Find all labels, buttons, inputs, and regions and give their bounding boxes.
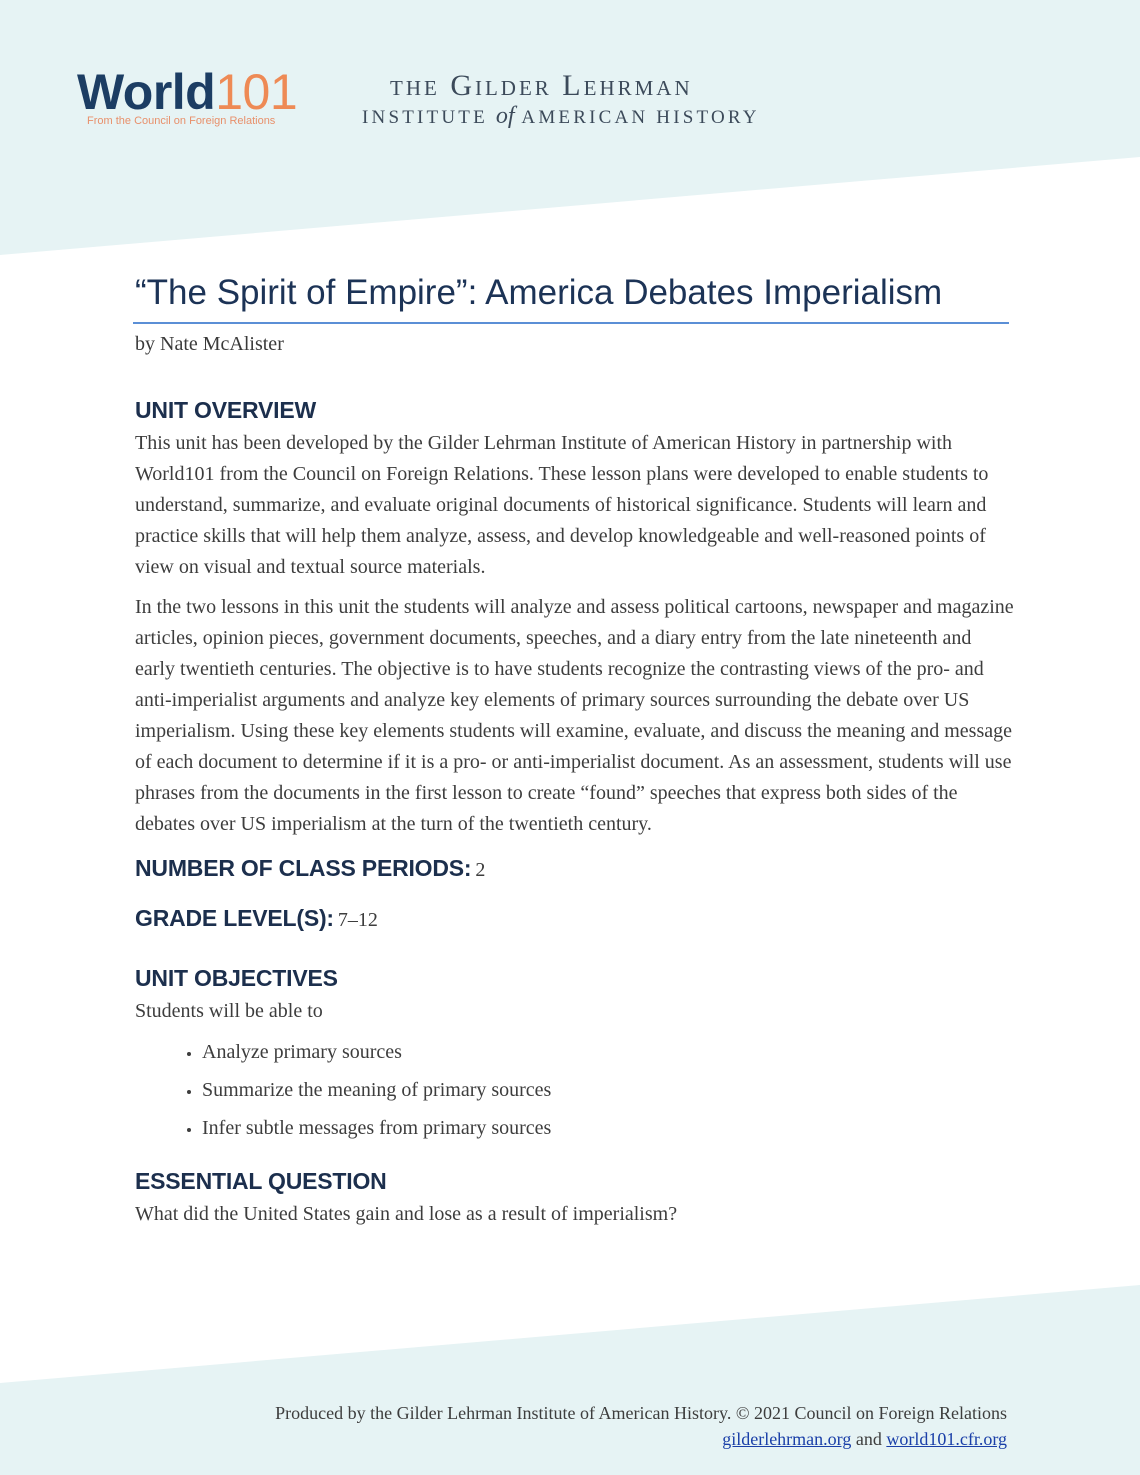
unit-objectives-heading: UNIT OBJECTIVES: [135, 965, 338, 991]
byline: by Nate McAlister: [135, 333, 284, 355]
title-underline: [133, 322, 1009, 324]
footer-links: [275, 1426, 1007, 1452]
gilder-lehrman-logo: [362, 70, 760, 131]
overview-paragraph-2: In the two lessons in this unit the students will analyze and assess political cartoons, newspaper and magazine articles, opinion pieces, government documents, speeches, and a diary entry from the late nineteenth and early twentieth centuries. The objective is to have students recognize the contrasting views of the pro- and anti-imperialist arguments and analyze key elements of primary sources surrounding the debate over US imperialism. Using these key elements students will examine, evaluate, and discuss the meaning and message of each document to determine if it is a pro- or anti-imperialist document. As an assessment, students will use phrases from the documents in the first lesson to create “found” speeches that express both sides of the debates over US imperialism at the turn of the twentieth century.: [135, 596, 1014, 835]
world101-wordmark: World101: [77, 64, 298, 120]
grade-levels-value: 7–12: [337, 909, 378, 931]
footer-and: and: [855, 1429, 882, 1449]
grade-levels-label: GRADE LEVEL(S):: [135, 905, 334, 931]
footer: [275, 1400, 1007, 1452]
unit-objectives-intro: Students will be able to: [135, 1000, 323, 1022]
class-periods-value: 2: [475, 859, 486, 881]
list-item: • Analyze primary sources: [202, 1033, 1015, 1071]
footer-credit: Produced by the Gilder Lehrman Institute of American History. © 2021 Council on Foreign Relations: [275, 1403, 1007, 1423]
class-periods-label: NUMBER OF CLASS PERIODS:: [135, 855, 472, 881]
gilderlehrman-link[interactable]: gilderlehrman.org: [722, 1429, 852, 1449]
unit-objectives-list: [135, 1033, 1015, 1147]
gilder-lehrman-subtitle: INSTITUTE of AMERICAN HISTORY: [362, 103, 760, 129]
unit-overview-heading: UNIT OVERVIEW: [135, 397, 316, 423]
essential-question-heading: ESSENTIAL QUESTION: [135, 1168, 387, 1194]
world101-logo: [77, 66, 297, 127]
world101-link[interactable]: world101.cfr.org: [886, 1429, 1007, 1449]
grade-levels-line: [135, 900, 1015, 940]
list-item: • Summarize the meaning of primary sources: [202, 1071, 1015, 1109]
list-item: • Infer subtle messages from primary sources: [202, 1109, 1015, 1147]
class-periods-line: [135, 850, 1015, 890]
world101-tagline: From the Council on Foreign Relations: [87, 115, 276, 127]
document-body: [135, 392, 1015, 1230]
essential-question-text: What did the United States gain and lose as a result of imperialism?: [135, 1203, 678, 1225]
document-title: “The Spirit of Empire”: America Debates Imperialism: [135, 273, 943, 312]
overview-paragraph-1: This unit has been developed by the Gilder Lehrman Institute of American History in partnership with World101 from the Council on Foreign Relations. These lesson plans were developed to enable students to understand, summarize, and evaluate original documents of historical significance. Students will learn and practice skills that will help them analyze, assess, and develop knowledgeable and well-reasoned points of view on visual and textual source materials.: [135, 432, 989, 578]
gilder-lehrman-name: the Gilder Lehrman: [390, 69, 693, 102]
